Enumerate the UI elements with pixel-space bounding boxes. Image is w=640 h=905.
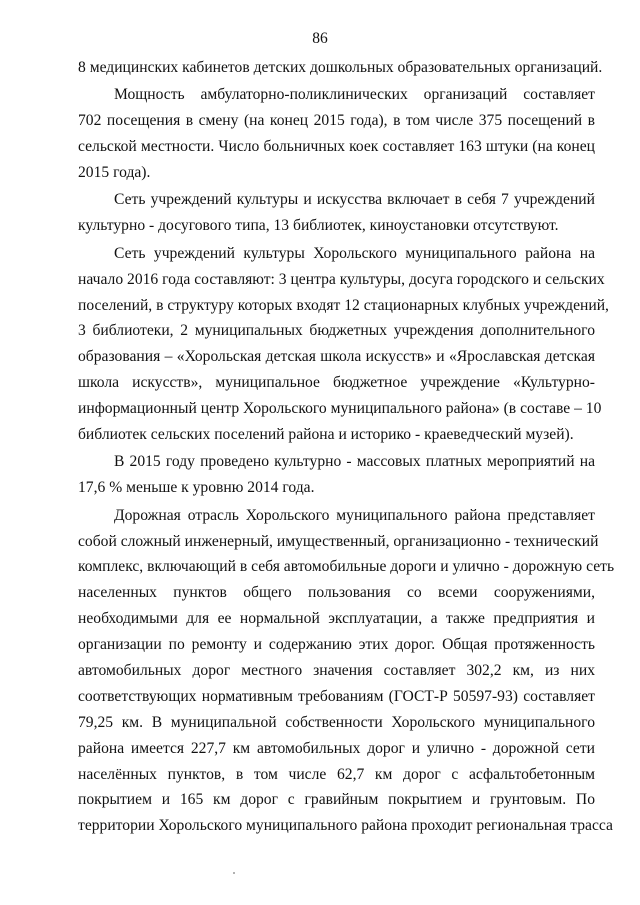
text-line: территории Хорольского муниципального района проходит региональная трасса xyxy=(78,817,613,835)
text-line: В 2015 году проведено культурно - массовых платных мероприятий на xyxy=(114,453,595,471)
text-line: информационный центр Хорольского муниципального района» (в составе – 10 xyxy=(78,400,602,418)
text-line: собой сложный инженерный, имущественный, организационно - технический xyxy=(78,532,599,550)
text-line: комплекс, включающий в себя автомобильные дороги и улично - дорожную сеть xyxy=(78,558,615,576)
text-line: 2015 года). xyxy=(78,164,151,182)
text-line: школа искусств», муниципальное бюджетное учреждение «Культурно- xyxy=(78,374,595,392)
scan-speck xyxy=(233,872,235,874)
text-line: Дорожная отрасль Хорольского муниципального района представляет xyxy=(114,506,595,524)
text-line: начало 2016 года составляют: 3 центра культуры, досуга городского и сельских xyxy=(78,270,605,288)
text-line: автомобильных дорог местного значения составляет 302,2 км, из них xyxy=(78,661,595,679)
body-text xyxy=(78,55,615,839)
text-line: населённых пунктов, в том числе 62,7 км дорог с асфальтобетонным xyxy=(78,765,595,783)
text-line: Сеть учреждений культуры Хорольского муниципального района на xyxy=(114,244,595,262)
text-line: культурно - досугового типа, 13 библиотек, киноустановки отсутствуют. xyxy=(78,217,559,235)
text-line: 702 посещения в смену (на конец 2015 года), в том числе 375 посещений в xyxy=(78,112,595,130)
text-line: 8 медицинских кабинетов детских дошкольных образовательных организаций. xyxy=(78,59,603,76)
text-line: организации по ремонту и содержанию этих дорог. Общая протяженность xyxy=(78,636,595,654)
text-line: Сеть учреждений культуры и искусства включает в себя 7 учреждений xyxy=(114,191,595,209)
text-line: соответствующих нормативным требованиям (ГОСТ-Р 50597-93) составляет xyxy=(78,687,595,705)
text-line: 79,25 км. В муниципальной собственности Хорольского муниципального xyxy=(78,713,595,731)
text-line: района имеется 227,7 км автомобильных дорог и улично - дорожной сети xyxy=(78,739,595,757)
text-line: сельской местности. Число больничных коек составляет 163 штуки (на конец xyxy=(78,138,595,156)
text-line: покрытием и 165 км дорог с гравийным покрытием и грунтовым. По xyxy=(78,791,595,809)
text-line: образования – «Хорольская детская школа искусств» и «Ярославская детская xyxy=(78,348,595,366)
text-line: поселений, в структуру которых входят 12 стационарных клубных учреждений, xyxy=(78,296,609,314)
text-line: 17,6 % меньше к уровню 2014 года. xyxy=(78,479,315,497)
text-line: населенных пунктов общего пользования со всеми сооружениями, xyxy=(78,584,595,602)
text-line: 3 библиотеки, 2 муниципальных бюджетных учреждения дополнительного xyxy=(78,322,595,340)
text-line: библиотек сельских поселений района и историко - краеведческий музей). xyxy=(78,425,574,443)
page-number: 86 xyxy=(312,30,328,47)
text-line: необходимыми для ее нормальной эксплуатации, а также предприятия и xyxy=(78,610,595,628)
text-line: Мощность амбулаторно-поликлинических организаций составляет xyxy=(114,86,595,104)
